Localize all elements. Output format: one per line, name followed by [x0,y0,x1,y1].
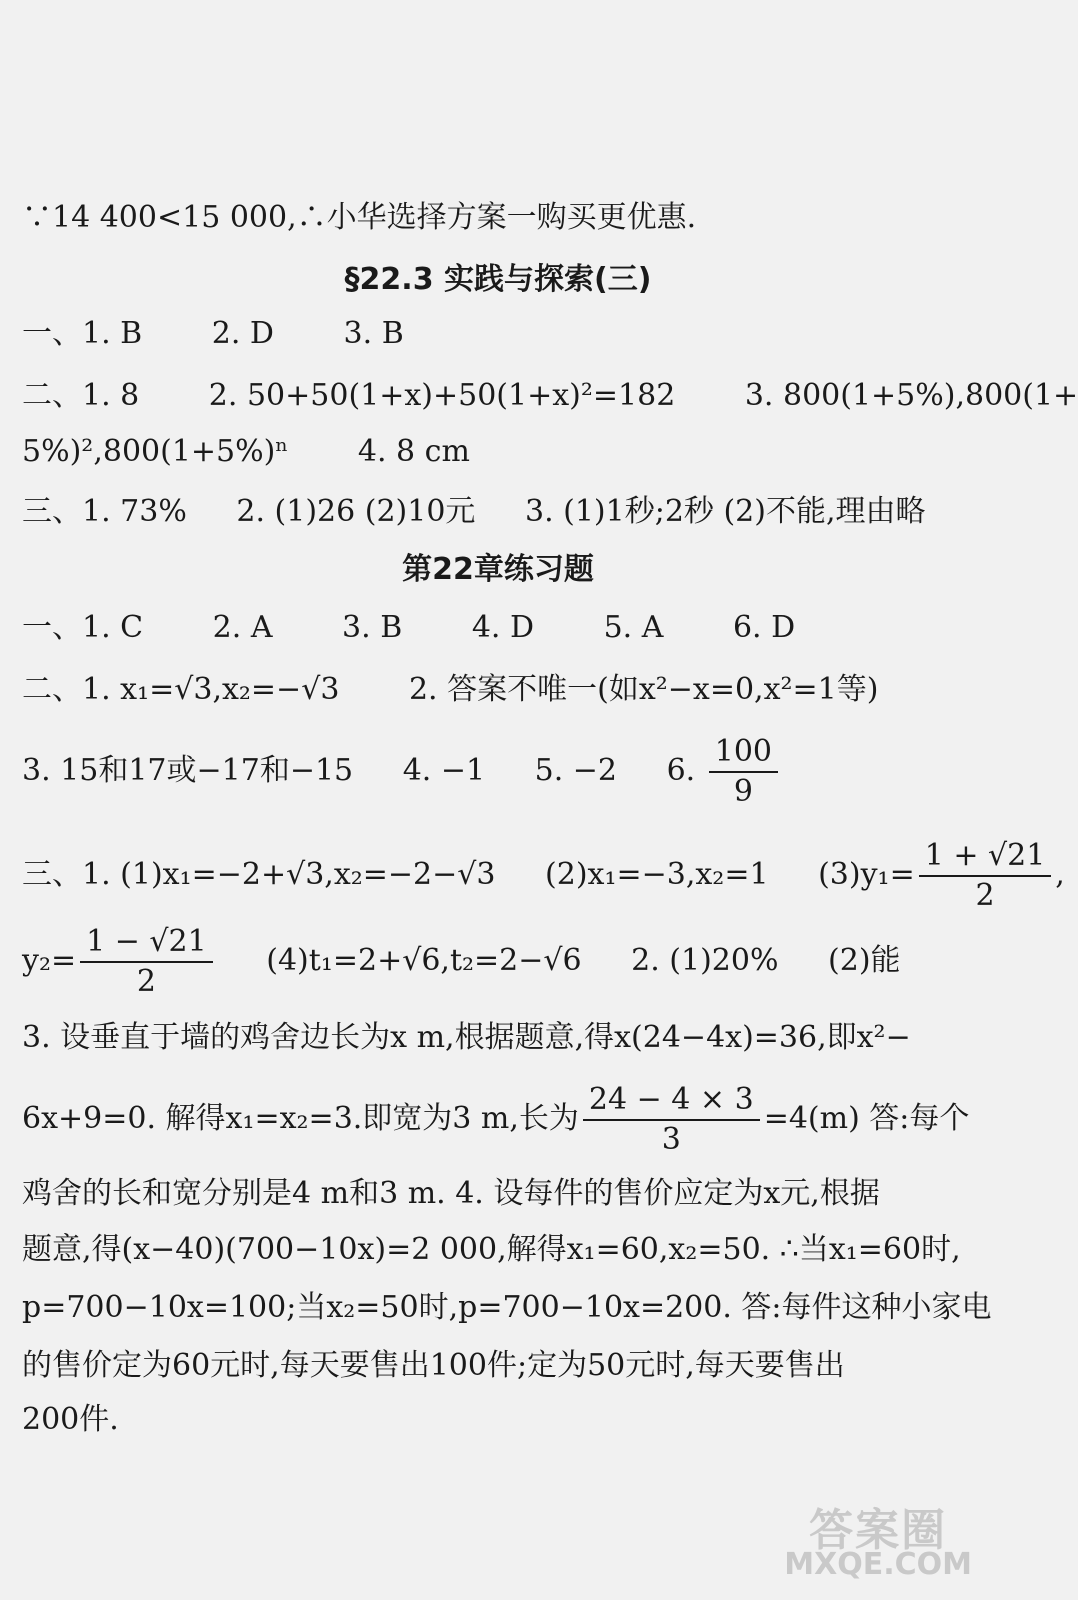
text-line [22,490,974,534]
fraction: $\frac{100}{9}$ [709,733,778,811]
answer-item: 6. [666,753,696,788]
answer-item: 3. (1)1秒;2秒 (2)不能,理由略 [524,494,926,529]
fraction: $\frac{1 + √21}{2}$ [919,837,1052,915]
text-line [22,430,974,474]
answer-item: 3. B [342,610,403,645]
section-heading: §22.3 实践与探索(三) [344,262,652,297]
answer-item: 2. (1)26 (2)10元 [236,494,476,529]
answer-item: 6. D [732,610,796,645]
answer-item: (2)x₁=−3,x₂=1 [545,857,769,892]
section-heading: 第22章练习题 [402,552,594,587]
answer-item: 三、1. (1)x₁=−2+√3,x₂=−2−√3 [22,857,496,892]
fraction: $\frac{1 - √21}{2}$ [80,923,213,1001]
text-line: 的售价定为60元时,每天要售出100件;定为50元时,每天要售出 [22,1348,845,1383]
answer-item: 4. −1 [402,753,486,788]
answer-item: 4. D [471,610,535,645]
text-line [22,668,974,712]
answer-item: 2. A [212,610,273,645]
answer-item: 2. D [211,316,274,351]
text-line [22,374,1078,418]
answer-item: 二、1. 8 [22,378,140,413]
text-line [22,606,974,650]
answer-item: 三、1. 73% [22,494,187,529]
answer-item: 3. B [343,316,404,351]
answer-item: y₂= [22,943,77,978]
answer-item: (4)t₁=2+√6,t₂=2−√6 [266,943,582,978]
answer-item: 3. 800(1+5%),800(1+ [744,378,1078,413]
answer-item: 一、1. C [22,610,144,645]
answer-item: (2)能 [828,943,901,978]
answer-item: 2. (1)20% [631,943,779,978]
answer-item: 5. A [603,610,664,645]
text-line: 鸡舍的长和宽分别是4 m和3 m. 4. 设每件的售价应定为x元,根据 [22,1176,880,1211]
text-line: 200件. [22,1402,119,1437]
answer-item: 3. 15和17或−17和−15 [22,753,354,788]
answer-item: (3)y₁= [818,857,915,892]
fraction: $\frac{24 - 4 \times 3}{3}$ [583,1081,760,1159]
answer-item: 5%)²,800(1+5%)ⁿ [22,434,289,469]
text-line: 3. 设垂直于墙的鸡舍边长为x m,根据题意,得x(24−4x)=36,即x²− [22,1020,911,1055]
text-line [22,918,974,1004]
text-line [22,312,974,356]
text-line: ∵14 400<15 000,∴小华选择方案一购买更优惠. [22,200,697,235]
answer-item: 2. 答案不唯一(如x²−x=0,x²=1等) [408,672,879,707]
answer-item: 2. 50+50(1+x)+50(1+x)²=182 [208,378,676,413]
answer-item: 5. −2 [534,753,618,788]
answer-item: 4. 8 cm [357,434,470,469]
text-line: 6x+9=0. 解得x₁=x₂=3.即宽为3 m,长为 $\frac{24 - 4 \times 3}{3}$ =4(m) 答:每个 [22,1082,970,1157]
watermark-logo: 答案圈 MXQE.COM [784,1505,972,1582]
answer-item: 一、1. B [22,316,143,351]
text-line [22,728,974,814]
text-line: p=700−10x=100;当x₂=50时,p=700−10x=200. 答:每件这种小家电 [22,1290,992,1325]
text-line: 题意,得(x−40)(700−10x)=2 000,解得x₁=60,x₂=50. ∴当x₁=60时, [22,1232,961,1267]
answer-item: 二、1. x₁=√3,x₂=−√3 [22,672,340,707]
text-line: 三、1. (1)x₁=−2+√3,x₂=−2−√3 (2)x₁=−3,x₂=1 (3)y₁= $\frac{1 + √21}{2}$ , [22,838,1065,913]
